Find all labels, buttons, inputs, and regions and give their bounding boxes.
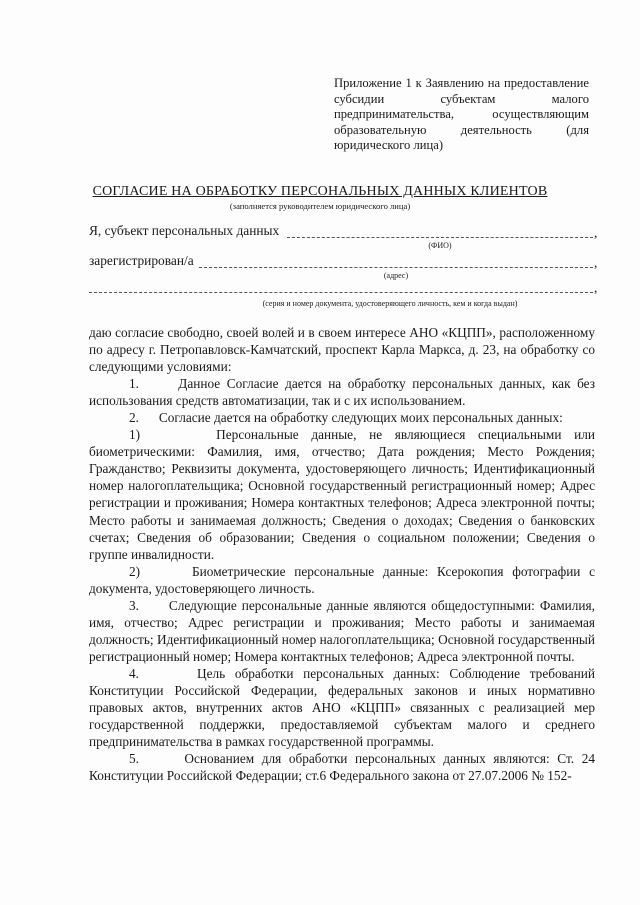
appendix-line: предпринимательства, осуществляющим (334, 107, 589, 122)
fio-fill-line[interactable] (287, 237, 593, 238)
fio-caption: (ФИО) (428, 241, 452, 250)
appendix-line: образовательную деятельность (для (334, 122, 589, 137)
consent-body (89, 324, 595, 784)
appendix-note (334, 76, 589, 154)
appendix-line: субсидии субъектам малого (334, 91, 589, 106)
clause-4: 4. Цель обработки персональных данных: Соблюдение требований Конституции Российской Федерации, федеральных законов и иных нормативно правовых актов, внутренних актов АНО «КЦПП» связанных с реализацией мер государственной поддержки, предоставляемой субъектам малого и среднего предпринимательства в рамках государственной программы. (89, 665, 595, 750)
subject-label: Я, субъект персональных данных (89, 223, 280, 238)
clause-3: 3. Следующие персональные данные являются общедоступными: Фамилия, имя, отчество; Адрес регистрации и проживания; Место работы и занимаемая должность; Идентификационный номер налогоплательщика; Основной государственный регистрационный номер; Номера контактных телефонов; Адреса электронной почты. (89, 597, 595, 664)
appendix-line: юридического лица) (334, 138, 444, 153)
intro-paragraph: даю согласие свободно, своей волей и в своем интересе АНО «КЦПП», расположенному по адресу г. Петропавловск-Камчатский, проспект Карла Маркса, д. 23, на обработку со следующими условиями: (89, 325, 595, 375)
clause-2-1: 1) Персональные данные, не являющиеся специальными или биометрическими: Фамилия, имя, отчество; Дата рождения; Место Рождения; Гражданство; Реквизиты документа, удостоверяющего личность; Идентификационный номер налогоплательщика; Основной государственный регистрационный номер; Адрес регистрации и проживания; Номера контактных телефонов; Адреса электронной почты; Место работы и занимаемая должность; Сведения о доходах; Сведения о банковских счетах; Сведения об образовании; Сведения о социальном положении; Сведения о группе инвалидности. (89, 427, 595, 562)
clause-1: 1. Данное Согласие дается на обработку персональных данных, как без использования средств автоматизации, так и с их использованием. (89, 376, 595, 409)
clause-2: 2. Согласие дается на обработку следующих моих персональных данных: (129, 410, 563, 426)
clause-2-2: 2) Биометрические персональные данные: Ксерокопия фотографии с документа, удостоверяющего личность. (89, 563, 595, 596)
document-subtitle: (заполняется руководителем юридического лица) (229, 201, 411, 211)
document-fill-line[interactable] (89, 292, 593, 293)
clause-5: 5. Основанием для обработки персональных данных являются: Ст. 24 Конституции Российской Федерации; ст.6 Федерального закона от 27.07.2006 № 152- (89, 751, 595, 784)
document-title: СОГЛАСИЕ НА ОБРАБОТКУ ПЕРСОНАЛЬНЫХ ДАННЫХ КЛИЕНТОВ (92, 184, 548, 199)
appendix-line: Приложение 1 к Заявлению на предоставление (334, 76, 589, 90)
comma: , (594, 255, 598, 270)
address-caption: (адрес) (383, 271, 409, 280)
registered-label: зарегистрирован/а (89, 253, 194, 268)
comma: , (594, 280, 598, 295)
address-fill-line[interactable] (199, 267, 593, 268)
document-caption: (серия и номер документа, удостоверяющего личность, кем и когда выдан) (262, 299, 518, 308)
comma: , (594, 225, 598, 240)
